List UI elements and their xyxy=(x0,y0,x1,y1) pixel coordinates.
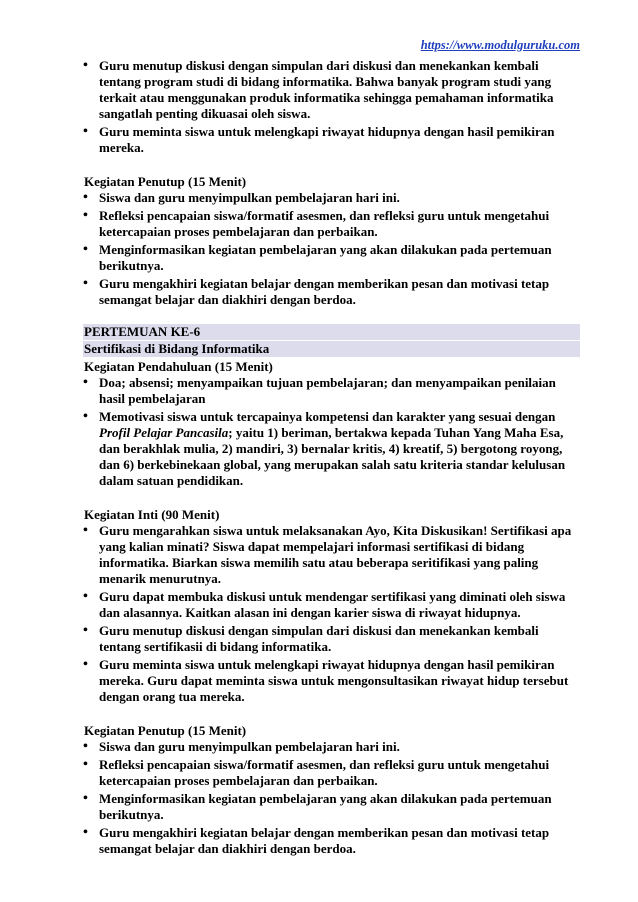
penutup-list xyxy=(84,739,581,857)
document-page xyxy=(84,58,581,859)
meeting-title: PERTEMUAN KE-6 xyxy=(83,324,580,340)
section-heading-penutup: Kegiatan Penutup (15 Menit) xyxy=(84,723,247,738)
list-item: • Guru mengakhiri kegiatan belajar dengan memberikan pesan dan motivasi tetap semangat belajar dan diakhiri dengan berdoa. xyxy=(84,825,581,857)
header-url-link[interactable]: https://www.modulguruku.com xyxy=(420,38,580,52)
list-item: • Guru dapat membuka diskusi untuk mendengar sertifikasi yang diminati oleh siswa dan alasannya. Kaitkan alasan ini dengan karier siswa di riwayat hidupnya. xyxy=(84,589,581,621)
list-item: • Refleksi pencapaian siswa/formatif asesmen, dan refleksi guru untuk mengetahui ketercapaian proses pembelajaran dan perbaikan. xyxy=(84,208,581,240)
pendahuluan-list xyxy=(84,375,581,489)
list-item: • Menginformasikan kegiatan pembelajaran yang akan dilakukan pada pertemuan berikutnya. xyxy=(84,242,581,274)
text-run: ; xyxy=(228,425,233,440)
list-item xyxy=(84,409,581,489)
penutup-list xyxy=(84,190,581,308)
text-run: Memotivasi siswa untuk tercapainya kompetensi dan karakter yang sesuai dengan xyxy=(99,409,556,424)
text-run: yaitu 1) beriman, bertakwa kepada Tuhan Yang Maha Esa, dan berakhlak mulia, 2) mandiri, 3) bernalar kritis, 4) kreatif, 5) bergotong royong, dan 6) berkebinekaan global, yang merupakan salah satu kriteria standar kelulusan dalam satuan pendidikan. xyxy=(99,425,566,488)
list-item: • Guru menutup diskusi dengan simpulan dari diskusi dan menekankan kembali tentang sertifikasii di bidang informatika. xyxy=(84,623,581,655)
list-item: • Guru meminta siswa untuk melengkapi riwayat hidupnya dengan hasil pemikiran mereka. xyxy=(84,124,581,156)
list-item: • Guru menutup diskusi dengan simpulan dari diskusi dan menekankan kembali tentang program studi di bidang informatika. Bahwa banyak program studi yang terkait atau menggunakan produk informatika sehingga pemahaman informatika sangatlah penting dikuasai oleh siswa. xyxy=(84,58,581,122)
list-item: • Menginformasikan kegiatan pembelajaran yang akan dilakukan pada pertemuan berikutnya. xyxy=(84,791,581,823)
list-item: • Guru meminta siswa untuk melengkapi riwayat hidupnya dengan hasil pemikiran mereka. Guru dapat meminta siswa untuk mengonsultasikan riwayat hidup tersebut dengan orang tua mereka. xyxy=(84,657,581,705)
list-item: • Refleksi pencapaian siswa/formatif asesmen, dan refleksi guru untuk mengetahui ketercapaian proses pembelajaran dan perbaikan. xyxy=(84,757,581,789)
meeting-topic: Sertifikasi di Bidang Informatika xyxy=(83,340,580,357)
inti-list xyxy=(84,523,581,705)
closing-discussion-list xyxy=(84,58,581,156)
emphasis-text: Profil Pelajar Pancasila xyxy=(99,425,229,440)
list-item: • Siswa dan guru menyimpulkan pembelajaran hari ini. xyxy=(84,739,581,755)
list-item: • Guru mengakhiri kegiatan belajar dengan memberikan pesan dan motivasi tetap semangat belajar dan diakhiri dengan berdoa. xyxy=(84,276,581,308)
section-heading-inti: Kegiatan Inti (90 Menit) xyxy=(84,507,220,522)
list-item: • Doa; absensi; menyampaikan tujuan pembelajaran; dan menyampaikan penilaian hasil pembelajaran xyxy=(84,375,581,407)
list-item: • Guru mengarahkan siswa untuk melaksanakan Ayo, Kita Diskusikan! Sertifikasi apa yang kalian minati? Siswa dapat mempelajari informasi sertifikasi di bidang informatika. Biarkan siswa memilih satu atau beberapa seritifikasi yang paling menarik menurutnya. xyxy=(84,523,581,587)
list-item: • Siswa dan guru menyimpulkan pembelajaran hari ini. xyxy=(84,190,581,206)
section-heading-penutup: Kegiatan Penutup (15 Menit) xyxy=(84,174,247,189)
section-heading-pendahuluan: Kegiatan Pendahuluan (15 Menit) xyxy=(84,359,273,374)
